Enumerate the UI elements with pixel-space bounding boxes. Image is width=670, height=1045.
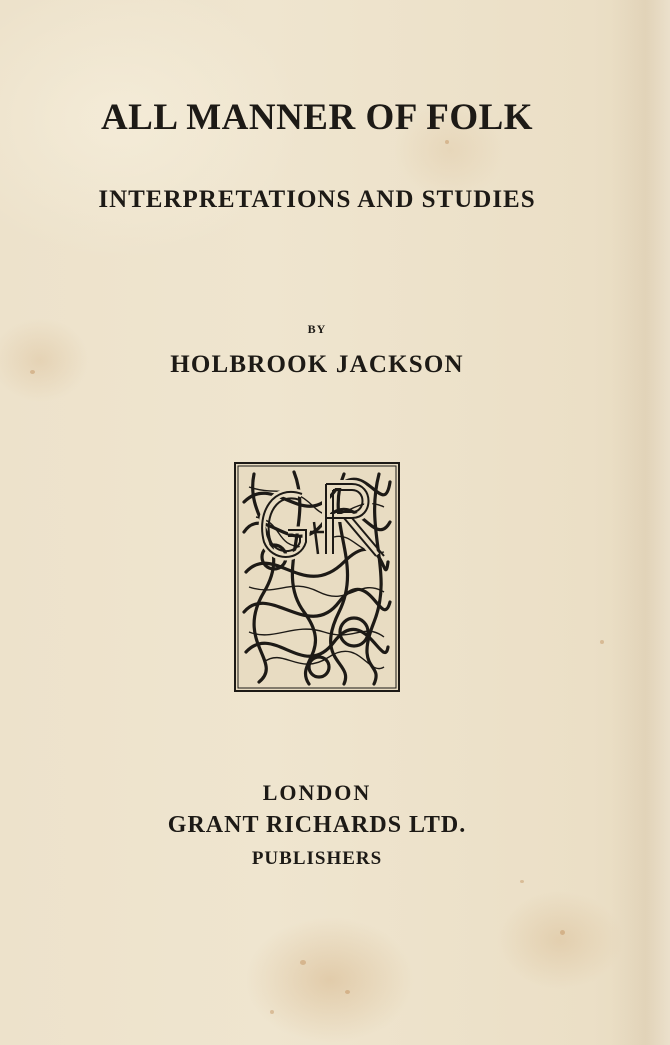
- foxing-spot: [560, 930, 565, 935]
- foxing-spot: [600, 640, 604, 644]
- publisher-name: GRANT RICHARDS LTD.: [167, 812, 467, 838]
- foxing-spot: [345, 990, 350, 994]
- book-subtitle: INTERPRETATIONS AND STUDIES: [98, 186, 536, 213]
- page-edge-shading: [610, 0, 670, 1045]
- publisher-role: PUBLISHERS: [251, 848, 383, 869]
- foxing-spot: [445, 140, 449, 144]
- book-title: ALL MANNER OF FOLK: [100, 97, 534, 138]
- imprint-city: LONDON: [262, 780, 372, 805]
- foxing-spot: [270, 1010, 274, 1014]
- foxing-spot: [300, 960, 306, 965]
- author-name: HOLBROOK JACKSON: [170, 351, 464, 378]
- publisher-device-emblem: [234, 462, 400, 692]
- foxing-spot: [520, 880, 524, 883]
- by-line: BY: [307, 322, 327, 336]
